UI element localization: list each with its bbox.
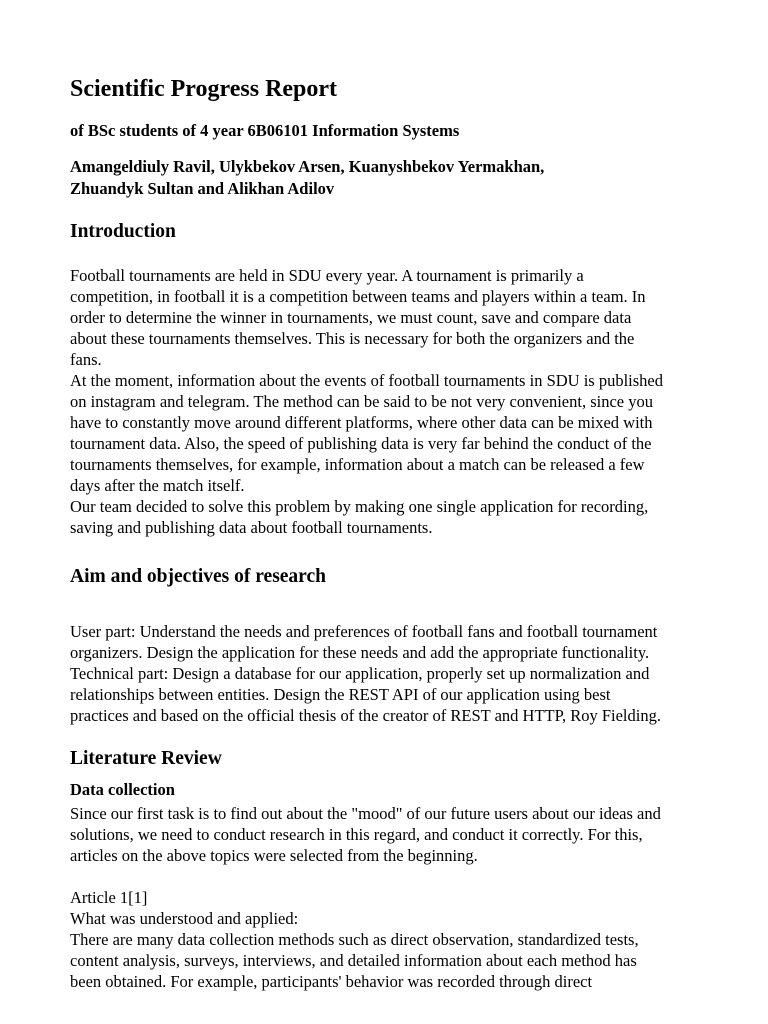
data-collection-subheading: Data collection: [70, 780, 175, 799]
paragraph-line: on instagram and telegram. The method can be said to be not very convenient, since you: [70, 392, 653, 411]
paragraph-line: There are many data collection methods such as direct observation, standardized tests,: [70, 930, 639, 949]
paragraph-line: practices and based on the official thesis of the creator of REST and HTTP, Roy Fielding.: [70, 706, 661, 725]
authors-line-1: Amangeldiuly Ravil, Ulykbekov Arsen, Kuanyshbekov Yermakhan,: [70, 157, 545, 176]
paragraph-line: order to determine the winner in tournaments, we must count, save and compare data: [70, 308, 632, 327]
authors-line-2: Zhuandyk Sultan and Alikhan Adilov: [70, 179, 335, 198]
paragraph-line: solutions, we need to conduct research in this regard, and conduct it correctly. For this,: [70, 825, 643, 844]
document-subtitle: of BSc students of 4 year 6B06101 Information Systems: [70, 121, 460, 140]
paragraph-line: Technical part: Design a database for our application, properly set up normalization and: [70, 664, 650, 683]
paragraph-line: Our team decided to solve this problem by making one single application for recording,: [70, 497, 649, 516]
paragraph-line: User part: Understand the needs and preferences of football fans and football tournament: [70, 622, 658, 641]
article-reference: Article 1[1]: [70, 888, 148, 907]
document-title: Scientific Progress Report: [70, 76, 338, 102]
paragraph-line: saving and publishing data about football tournaments.: [70, 518, 433, 537]
paragraph-line: content analysis, surveys, interviews, and detailed information about each method has: [70, 951, 637, 970]
paragraph-line: What was understood and applied:: [70, 909, 299, 928]
paragraph-line: been obtained. For example, participants' behavior was recorded through direct: [70, 972, 593, 991]
paragraph-line: tournament data. Also, the speed of publishing data is very far behind the conduct of the: [70, 434, 652, 453]
paragraph-line: organizers. Design the application for these needs and add the appropriate functionality.: [70, 643, 650, 662]
paragraph-line: Football tournaments are held in SDU every year. A tournament is primarily a: [70, 266, 584, 285]
paragraph-line: articles on the above topics were selected from the beginning.: [70, 846, 478, 865]
aim-heading: Aim and objectives of research: [70, 566, 326, 587]
paragraph-line: tournaments themselves, for example, information about a match can be released a few: [70, 455, 645, 474]
paragraph-line: relationships between entities. Design the REST API of our application using best: [70, 685, 611, 704]
paragraph-line: At the moment, information about the events of football tournaments in SDU is published: [70, 371, 663, 390]
paragraph-line: have to constantly move around different platforms, where other data can be mixed with: [70, 413, 653, 432]
paragraph-line: Since our first task is to find out about the "mood" of our future users about our ideas and: [70, 804, 661, 823]
paragraph-line: competition, in football it is a competition between teams and players within a team. In: [70, 287, 646, 306]
literature-heading: Literature Review: [70, 748, 222, 769]
introduction-heading: Introduction: [70, 221, 176, 242]
paragraph-line: about these tournaments themselves. This is necessary for both the organizers and the: [70, 329, 635, 348]
paragraph-line: days after the match itself.: [70, 476, 245, 495]
paragraph-line: fans.: [70, 350, 102, 369]
